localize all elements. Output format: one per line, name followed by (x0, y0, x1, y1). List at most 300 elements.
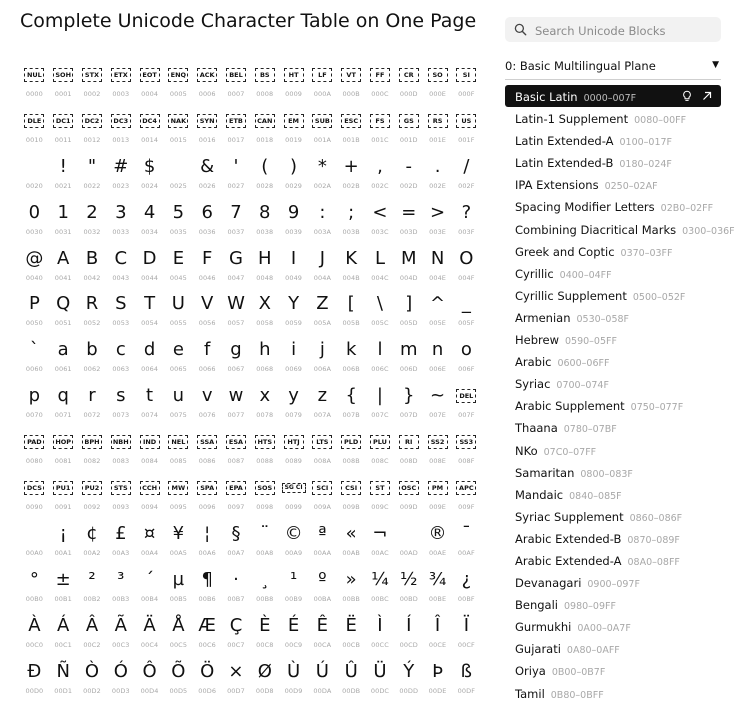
char-cell[interactable] (279, 108, 308, 154)
char-cell[interactable] (78, 383, 107, 429)
char-code: 00DD (399, 686, 419, 695)
char-cell[interactable] (308, 246, 337, 292)
block-item[interactable] (505, 682, 721, 704)
char-cell[interactable] (20, 246, 49, 292)
char-cell[interactable] (20, 337, 49, 383)
char-cell[interactable] (135, 154, 164, 200)
char-cell[interactable] (337, 567, 366, 613)
char-cell[interactable] (366, 521, 395, 567)
char-cell[interactable] (308, 475, 337, 521)
char-cell[interactable] (423, 246, 452, 292)
char-cell[interactable] (49, 521, 78, 567)
char-code: 00D5 (169, 686, 188, 695)
char-cell[interactable] (193, 429, 222, 475)
char-cell[interactable] (164, 337, 193, 383)
block-item[interactable] (505, 549, 721, 571)
char-cell[interactable] (337, 200, 366, 246)
char-cell[interactable] (423, 383, 452, 429)
char-cell[interactable] (135, 659, 164, 705)
char-cell[interactable] (337, 521, 366, 567)
char-cell[interactable] (250, 154, 279, 200)
char-code: 0073 (112, 411, 130, 420)
char-cell[interactable] (452, 567, 481, 613)
char-cell[interactable] (394, 337, 423, 383)
char-cell[interactable] (366, 62, 395, 108)
char-cell[interactable] (222, 613, 251, 659)
char-cell[interactable] (135, 62, 164, 108)
char-cell[interactable] (135, 337, 164, 383)
char-cell[interactable] (250, 429, 279, 475)
char-cell[interactable] (394, 475, 423, 521)
char-cell[interactable] (20, 429, 49, 475)
char-code: 0058 (256, 319, 274, 328)
char-cell[interactable] (164, 200, 193, 246)
char-cell[interactable] (279, 200, 308, 246)
char-cell[interactable] (423, 62, 452, 108)
char-cell[interactable] (452, 154, 481, 200)
block-range: 0800–083F (580, 468, 633, 480)
char-cell[interactable] (222, 659, 251, 705)
char-cell[interactable] (193, 659, 222, 705)
block-item[interactable] (505, 240, 721, 262)
char-cell[interactable] (164, 567, 193, 613)
block-item[interactable] (505, 527, 721, 549)
char-cell[interactable] (279, 383, 308, 429)
char-cell[interactable] (279, 659, 308, 705)
char-cell[interactable] (193, 613, 222, 659)
char-cell[interactable] (106, 62, 135, 108)
char-cell[interactable] (106, 383, 135, 429)
block-item[interactable] (505, 416, 721, 438)
char-cell[interactable] (308, 108, 337, 154)
control-char-box: DC1 (53, 114, 73, 128)
search-input[interactable] (533, 20, 721, 41)
control-char-box: BS (255, 68, 275, 82)
char-cell[interactable] (394, 613, 423, 659)
char-cell[interactable] (337, 613, 366, 659)
char-glyph (164, 62, 193, 88)
char-cell[interactable] (423, 475, 452, 521)
char-cell[interactable] (222, 337, 251, 383)
block-item[interactable] (505, 173, 721, 195)
char-cell[interactable] (78, 613, 107, 659)
char-cell[interactable] (308, 337, 337, 383)
control-char-box: APC (456, 481, 476, 495)
char-cell[interactable] (164, 613, 193, 659)
char-code: 00BD (399, 594, 418, 603)
char-cell[interactable] (49, 62, 78, 108)
block-item[interactable] (505, 151, 721, 173)
char-cell[interactable] (366, 659, 395, 705)
char-cell[interactable] (222, 521, 251, 567)
char-cell[interactable] (250, 200, 279, 246)
char-cell[interactable] (308, 291, 337, 337)
char-cell[interactable] (394, 62, 423, 108)
char-glyph: 7 (230, 201, 242, 223)
char-cell[interactable] (193, 383, 222, 429)
char-glyph: Ë (345, 614, 357, 636)
char-cell[interactable] (394, 429, 423, 475)
char-cell[interactable] (49, 108, 78, 154)
char-cell[interactable] (49, 475, 78, 521)
char-cell[interactable] (222, 62, 251, 108)
char-cell[interactable] (78, 475, 107, 521)
char-cell[interactable] (279, 475, 308, 521)
block-range: 0A80–0AFF (566, 645, 620, 657)
block-item[interactable] (505, 107, 721, 129)
char-cell[interactable] (106, 291, 135, 337)
char-cell[interactable] (337, 383, 366, 429)
char-cell[interactable] (106, 429, 135, 475)
char-glyph: * (317, 155, 327, 177)
block-item[interactable] (505, 505, 721, 527)
char-cell[interactable] (423, 567, 452, 613)
char-cell[interactable] (366, 613, 395, 659)
char-cell[interactable] (78, 567, 107, 613)
block-item[interactable] (505, 571, 721, 593)
char-cell[interactable] (250, 383, 279, 429)
char-cell[interactable] (279, 567, 308, 613)
block-item[interactable] (505, 306, 721, 328)
char-cell[interactable] (308, 383, 337, 429)
char-cell[interactable] (394, 567, 423, 613)
char-cell[interactable] (193, 475, 222, 521)
char-cell[interactable] (78, 337, 107, 383)
char-cell[interactable] (164, 383, 193, 429)
char-cell[interactable] (279, 613, 308, 659)
char-cell[interactable] (279, 291, 308, 337)
char-cell[interactable] (308, 659, 337, 705)
char-cell[interactable] (394, 246, 423, 292)
char-cell[interactable] (250, 291, 279, 337)
char-cell[interactable] (250, 613, 279, 659)
char-cell[interactable] (394, 521, 423, 567)
char-cell[interactable] (452, 62, 481, 108)
block-range: 0B80–0BFF (550, 689, 604, 701)
char-cell[interactable] (164, 429, 193, 475)
char-glyph (49, 62, 78, 88)
char-cell[interactable] (452, 108, 481, 154)
block-item[interactable] (505, 262, 721, 284)
char-cell[interactable] (49, 154, 78, 200)
char-cell[interactable] (366, 200, 395, 246)
char-code: 0097 (227, 503, 245, 512)
arrow-up-right-icon[interactable] (701, 90, 713, 102)
char-cell[interactable] (250, 475, 279, 521)
char-cell[interactable] (193, 567, 222, 613)
char-glyph: ± (55, 568, 71, 590)
char-cell[interactable] (423, 429, 452, 475)
char-cell[interactable] (366, 246, 395, 292)
char-cell[interactable] (308, 200, 337, 246)
char-cell[interactable] (423, 659, 452, 705)
char-cell[interactable] (135, 383, 164, 429)
char-cell[interactable] (308, 521, 337, 567)
char-code: 00CB (342, 640, 360, 649)
char-cell[interactable] (49, 659, 78, 705)
char-cell[interactable] (366, 383, 395, 429)
char-cell[interactable] (135, 291, 164, 337)
char-code: 0072 (83, 411, 101, 420)
char-cell[interactable] (106, 475, 135, 521)
char-cell[interactable] (250, 62, 279, 108)
char-cell[interactable] (135, 429, 164, 475)
char-cell[interactable] (366, 108, 395, 154)
char-cell[interactable] (49, 567, 78, 613)
char-cell[interactable] (452, 291, 481, 337)
char-cell[interactable] (222, 291, 251, 337)
char-cell[interactable] (106, 613, 135, 659)
char-cell[interactable] (452, 659, 481, 705)
char-cell[interactable] (250, 246, 279, 292)
char-cell[interactable] (20, 521, 49, 567)
char-cell[interactable] (337, 108, 366, 154)
char-code: 00D6 (198, 686, 217, 695)
char-glyph: ~ (430, 385, 446, 407)
char-cell[interactable] (49, 200, 78, 246)
char-cell[interactable] (106, 200, 135, 246)
chevron-down-icon: ▼ (712, 60, 719, 70)
char-cell[interactable] (337, 291, 366, 337)
char-cell[interactable] (106, 521, 135, 567)
char-cell[interactable] (49, 613, 78, 659)
char-cell[interactable] (452, 337, 481, 383)
char-cell[interactable] (394, 108, 423, 154)
block-item[interactable] (505, 350, 721, 372)
block-item[interactable] (505, 593, 721, 615)
char-cell[interactable] (135, 475, 164, 521)
block-range: 0530–058F (576, 313, 630, 325)
char-cell[interactable] (250, 108, 279, 154)
char-cell[interactable] (135, 200, 164, 246)
char-cell[interactable] (222, 200, 251, 246)
char-cell[interactable] (279, 246, 308, 292)
char-cell[interactable] (20, 200, 49, 246)
char-cell[interactable] (452, 475, 481, 521)
char-code: 00CE (428, 640, 447, 649)
char-glyph: ¤ (143, 522, 156, 544)
char-cell[interactable] (366, 337, 395, 383)
char-cell[interactable] (423, 291, 452, 337)
char-cell[interactable] (135, 246, 164, 292)
char-cell[interactable] (193, 337, 222, 383)
char-cell[interactable] (394, 383, 423, 429)
char-cell[interactable] (337, 429, 366, 475)
char-cell[interactable] (222, 108, 251, 154)
char-cell[interactable] (20, 475, 49, 521)
char-code: 0035 (169, 227, 187, 236)
char-cell[interactable] (366, 475, 395, 521)
char-cell[interactable] (49, 291, 78, 337)
char-cell[interactable] (106, 108, 135, 154)
block-item[interactable] (505, 394, 721, 416)
char-cell[interactable] (452, 521, 481, 567)
char-cell[interactable] (193, 291, 222, 337)
char-cell[interactable] (337, 337, 366, 383)
control-char-box: NAK (168, 114, 188, 128)
char-cell[interactable] (366, 154, 395, 200)
block-item[interactable] (505, 195, 721, 217)
char-cell[interactable] (250, 521, 279, 567)
char-cell[interactable] (164, 475, 193, 521)
char-cell[interactable] (106, 567, 135, 613)
char-cell[interactable] (366, 291, 395, 337)
char-cell[interactable] (20, 659, 49, 705)
char-cell[interactable] (193, 154, 222, 200)
char-glyph (308, 475, 337, 501)
char-cell[interactable] (337, 154, 366, 200)
char-cell[interactable] (337, 659, 366, 705)
char-cell[interactable] (279, 521, 308, 567)
block-item[interactable] (505, 328, 721, 350)
char-cell[interactable] (135, 108, 164, 154)
char-cell[interactable] (452, 429, 481, 475)
char-cell[interactable] (337, 62, 366, 108)
char-code: 008D (399, 457, 418, 466)
char-cell[interactable] (164, 62, 193, 108)
char-cell[interactable] (366, 429, 395, 475)
char-glyph (279, 429, 308, 455)
char-cell[interactable] (164, 291, 193, 337)
char-cell[interactable] (106, 337, 135, 383)
char-cell[interactable] (164, 521, 193, 567)
char-cell[interactable] (308, 154, 337, 200)
char-cell[interactable] (394, 200, 423, 246)
block-item[interactable] (505, 659, 721, 681)
block-item[interactable] (505, 439, 721, 461)
char-cell[interactable] (78, 291, 107, 337)
char-cell[interactable] (49, 246, 78, 292)
char-cell[interactable] (337, 246, 366, 292)
char-cell[interactable] (452, 383, 481, 429)
block-item[interactable] (505, 637, 721, 659)
block-item[interactable] (505, 483, 721, 505)
char-cell[interactable] (222, 383, 251, 429)
char-cell[interactable] (193, 200, 222, 246)
block-item[interactable] (505, 461, 721, 483)
char-cell[interactable] (135, 521, 164, 567)
plane-select-value: 0: Basic Multilingual Plane (505, 59, 656, 73)
char-cell[interactable] (78, 154, 107, 200)
char-cell[interactable] (106, 246, 135, 292)
char-cell[interactable] (135, 567, 164, 613)
char-code: 00AC (371, 548, 389, 557)
char-cell[interactable] (78, 246, 107, 292)
block-item[interactable] (505, 615, 721, 637)
block-item[interactable] (505, 284, 721, 306)
char-cell[interactable] (452, 200, 481, 246)
char-cell[interactable] (279, 429, 308, 475)
char-glyph: ¼ (371, 568, 389, 590)
char-cell[interactable] (222, 246, 251, 292)
char-cell[interactable] (49, 429, 78, 475)
char-cell[interactable] (423, 200, 452, 246)
block-name: IPA Extensions (515, 178, 599, 193)
char-cell[interactable] (452, 246, 481, 292)
char-cell[interactable] (78, 200, 107, 246)
char-glyph: µ (172, 568, 185, 590)
char-cell[interactable] (394, 659, 423, 705)
char-cell[interactable] (279, 337, 308, 383)
plane-select[interactable] (505, 57, 721, 80)
char-cell[interactable] (423, 521, 452, 567)
char-cell[interactable] (20, 383, 49, 429)
char-cell[interactable] (193, 521, 222, 567)
char-cell[interactable] (423, 108, 452, 154)
char-cell[interactable] (250, 659, 279, 705)
char-code: 00BA (313, 594, 332, 603)
block-item[interactable] (505, 129, 721, 151)
char-glyph (164, 154, 193, 180)
char-cell[interactable] (394, 291, 423, 337)
char-cell[interactable] (20, 154, 49, 200)
search-box[interactable] (505, 17, 721, 42)
char-cell[interactable] (423, 613, 452, 659)
char-cell[interactable] (106, 154, 135, 200)
lightbulb-icon[interactable] (681, 90, 693, 102)
char-cell[interactable] (193, 62, 222, 108)
char-cell[interactable] (49, 337, 78, 383)
char-cell[interactable] (193, 108, 222, 154)
char-cell[interactable] (308, 429, 337, 475)
char-cell[interactable] (250, 567, 279, 613)
block-item[interactable] (505, 218, 735, 240)
char-cell[interactable] (250, 337, 279, 383)
char-cell[interactable] (20, 613, 49, 659)
char-cell[interactable] (164, 246, 193, 292)
char-cell[interactable] (222, 429, 251, 475)
char-cell[interactable] (222, 567, 251, 613)
char-cell[interactable] (366, 567, 395, 613)
char-cell[interactable] (279, 154, 308, 200)
char-code: 0009 (285, 90, 303, 98)
char-cell[interactable] (308, 613, 337, 659)
block-item[interactable] (505, 85, 721, 107)
char-cell[interactable] (337, 475, 366, 521)
char-cell[interactable] (78, 429, 107, 475)
char-cell[interactable] (49, 383, 78, 429)
char-cell[interactable] (423, 154, 452, 200)
char-cell[interactable] (164, 108, 193, 154)
char-cell[interactable] (78, 62, 107, 108)
char-code: 00B7 (227, 594, 245, 603)
block-name: Arabic Supplement (515, 399, 625, 414)
char-cell[interactable] (20, 567, 49, 613)
char-cell[interactable] (279, 62, 308, 108)
char-glyph (106, 108, 135, 134)
char-cell[interactable] (20, 62, 49, 108)
char-cell[interactable] (78, 108, 107, 154)
char-cell[interactable] (20, 108, 49, 154)
char-cell[interactable] (394, 154, 423, 200)
control-char-box: PU1 (53, 481, 73, 495)
char-cell[interactable] (78, 659, 107, 705)
char-cell[interactable] (164, 659, 193, 705)
char-cell[interactable] (452, 613, 481, 659)
char-cell[interactable] (308, 567, 337, 613)
char-cell[interactable] (78, 521, 107, 567)
char-cell[interactable] (164, 154, 193, 200)
char-cell[interactable] (222, 475, 251, 521)
char-cell[interactable] (193, 246, 222, 292)
char-cell[interactable] (308, 62, 337, 108)
char-cell[interactable] (222, 154, 251, 200)
char-cell[interactable] (106, 659, 135, 705)
block-item[interactable] (505, 372, 721, 394)
char-cell[interactable] (20, 291, 49, 337)
char-cell[interactable] (423, 337, 452, 383)
char-cell[interactable] (135, 613, 164, 659)
